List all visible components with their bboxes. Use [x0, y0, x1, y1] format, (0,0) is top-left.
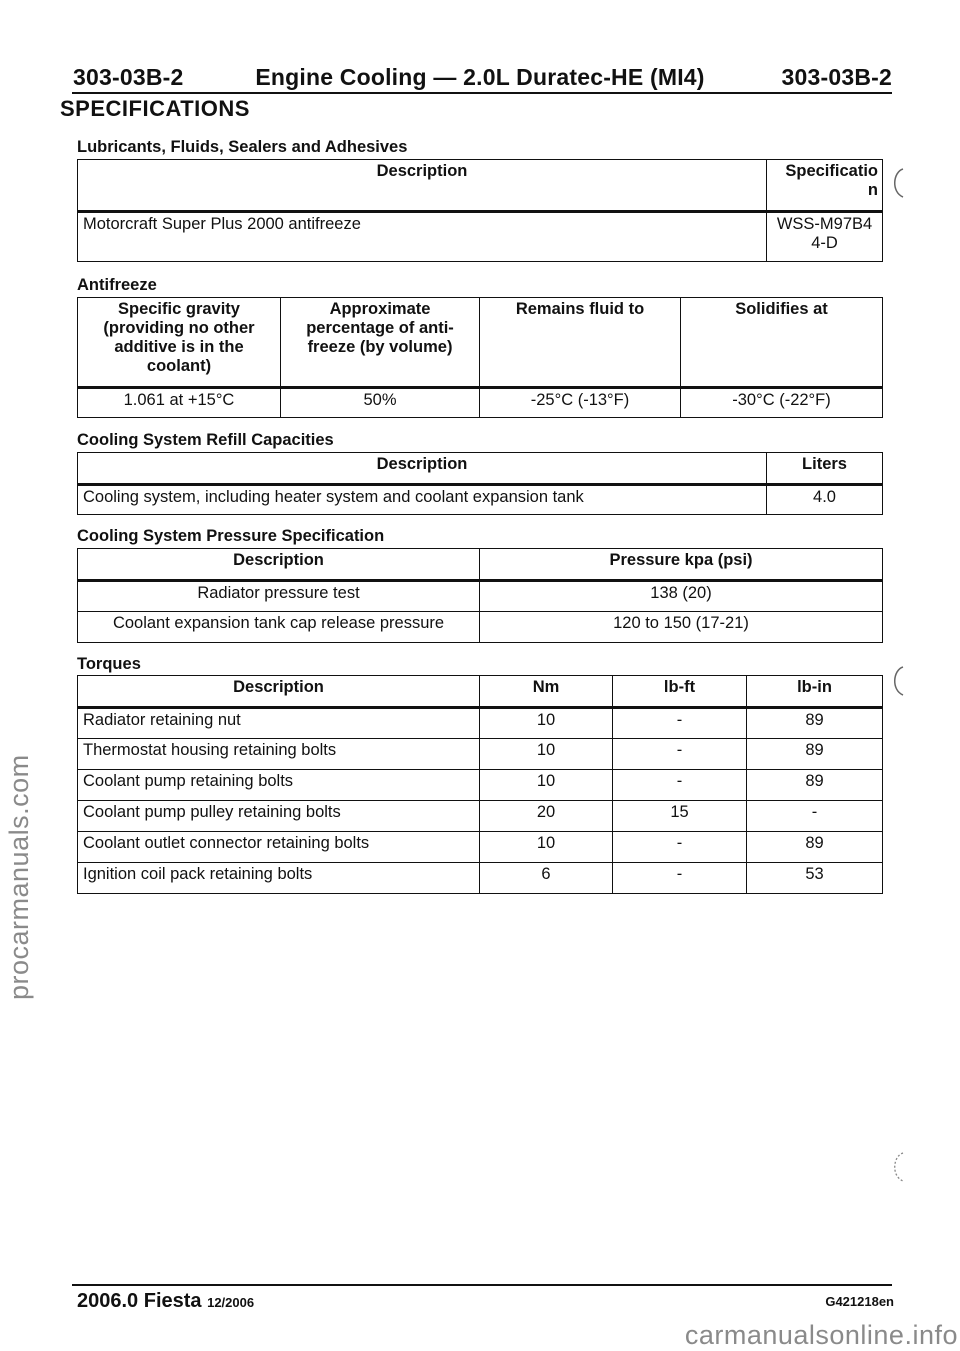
table-cell: -30°C (-22°F): [681, 388, 883, 418]
side-watermark: procarmanuals.com: [4, 754, 34, 1000]
footer-site-watermark: carmanualsonline.info: [684, 1320, 958, 1350]
table-row: [78, 832, 883, 863]
table-cell: 89: [747, 739, 883, 770]
table-cell: 15: [613, 801, 747, 832]
table-cell: -: [613, 770, 747, 801]
column-header: Specificatio n: [767, 160, 883, 212]
table-cell: -: [613, 863, 747, 894]
header-left-code: 303-03B-2: [73, 64, 184, 90]
table-cell: Coolant outlet connector retaining bolts: [78, 832, 480, 863]
table-cell: -: [613, 739, 747, 770]
table-cell: Motorcraft Super Plus 2000 antifreeze: [78, 212, 767, 262]
table-cell: 89: [747, 708, 883, 739]
table-cell: Coolant pump retaining bolts: [78, 770, 480, 801]
table-cell: Radiator pressure test: [78, 581, 480, 612]
column-header: lb-ft: [613, 676, 747, 708]
table-cell: 20: [480, 801, 613, 832]
table-row: [78, 612, 883, 643]
antifreeze-table: [77, 297, 883, 418]
table-cell: Thermostat housing retaining bolts: [78, 739, 480, 770]
torques-table: [77, 675, 883, 894]
column-header: Solidifies at: [681, 298, 883, 388]
table-cell: -: [613, 832, 747, 863]
table-cell: Radiator retaining nut: [78, 708, 480, 739]
table-row: [78, 739, 883, 770]
table-cell: 53: [747, 863, 883, 894]
table-cell: Cooling system, including heater system and coolant expansion tank: [78, 485, 767, 515]
header-rule: [72, 92, 892, 94]
pressure-table: [77, 548, 883, 643]
table-cell: Coolant pump pulley retaining bolts: [78, 801, 480, 832]
header-right-code: 303-03B-2: [781, 64, 892, 90]
column-header: Specific gravity (providing no other additive is in the coolant): [78, 298, 281, 388]
table-cell: 50%: [281, 388, 480, 418]
table-row: [78, 708, 883, 739]
lubricants-table: [77, 159, 883, 262]
column-header: Liters: [767, 453, 883, 485]
table-row: [78, 863, 883, 894]
table-cell: 1.061 at +15°C: [78, 388, 281, 418]
column-header: Nm: [480, 676, 613, 708]
table-cell: 89: [747, 832, 883, 863]
table-cell: 120 to 150 (17-21): [480, 612, 883, 643]
table-cell: 10: [480, 708, 613, 739]
column-header: Description: [78, 453, 767, 485]
table-row: [78, 388, 883, 418]
binder-clip-icon: [885, 664, 907, 698]
table-cell: Ignition coil pack retaining bolts: [78, 863, 480, 894]
pressure-heading: Cooling System Pressure Specification: [77, 527, 385, 545]
table-cell: 6: [480, 863, 613, 894]
footer-date: 12/2006: [207, 1295, 255, 1310]
refill-heading: Cooling System Refill Capacities: [77, 431, 334, 449]
column-header: Description: [78, 160, 767, 212]
binder-clip-icon: [885, 166, 907, 200]
header-title: Engine Cooling — 2.0L Duratec-HE (MI4): [255, 64, 705, 90]
antifreeze-heading: Antifreeze: [77, 276, 157, 294]
table-row: [78, 581, 883, 612]
column-header: Remains fluid to: [480, 298, 681, 388]
footer-rule: [72, 1284, 892, 1286]
page-title: SPECIFICATIONS: [60, 96, 250, 121]
table-cell: WSS-M97B4 4-D: [767, 212, 883, 262]
column-header: Approximate percentage of anti-freeze (by volume): [281, 298, 480, 388]
table-row: [78, 485, 883, 515]
table-cell: 138 (20): [480, 581, 883, 612]
table-cell: 10: [480, 832, 613, 863]
lubricants-heading: Lubricants, Fluids, Sealers and Adhesives: [77, 138, 408, 156]
table-cell: -25°C (-13°F): [480, 388, 681, 418]
table-cell: -: [613, 708, 747, 739]
table-cell: 4.0: [767, 485, 883, 515]
table-row: [78, 801, 883, 832]
column-header: Pressure kpa (psi): [480, 549, 883, 581]
column-header: Description: [78, 676, 480, 708]
refill-table: [77, 452, 883, 515]
table-cell: 89: [747, 770, 883, 801]
table-cell: 10: [480, 770, 613, 801]
torques-heading: Torques: [77, 655, 141, 673]
binder-clip-icon: [885, 1150, 907, 1184]
table-row: [78, 212, 883, 262]
column-header: lb-in: [747, 676, 883, 708]
table-cell: -: [747, 801, 883, 832]
footer-code: G421218en: [825, 1294, 894, 1309]
table-row: [78, 770, 883, 801]
table-cell: Coolant expansion tank cap release pressure: [78, 612, 480, 643]
table-cell: 10: [480, 739, 613, 770]
footer-edition: 2006.0 Fiesta 12/2006: [77, 1290, 255, 1312]
column-header: Description: [78, 549, 480, 581]
